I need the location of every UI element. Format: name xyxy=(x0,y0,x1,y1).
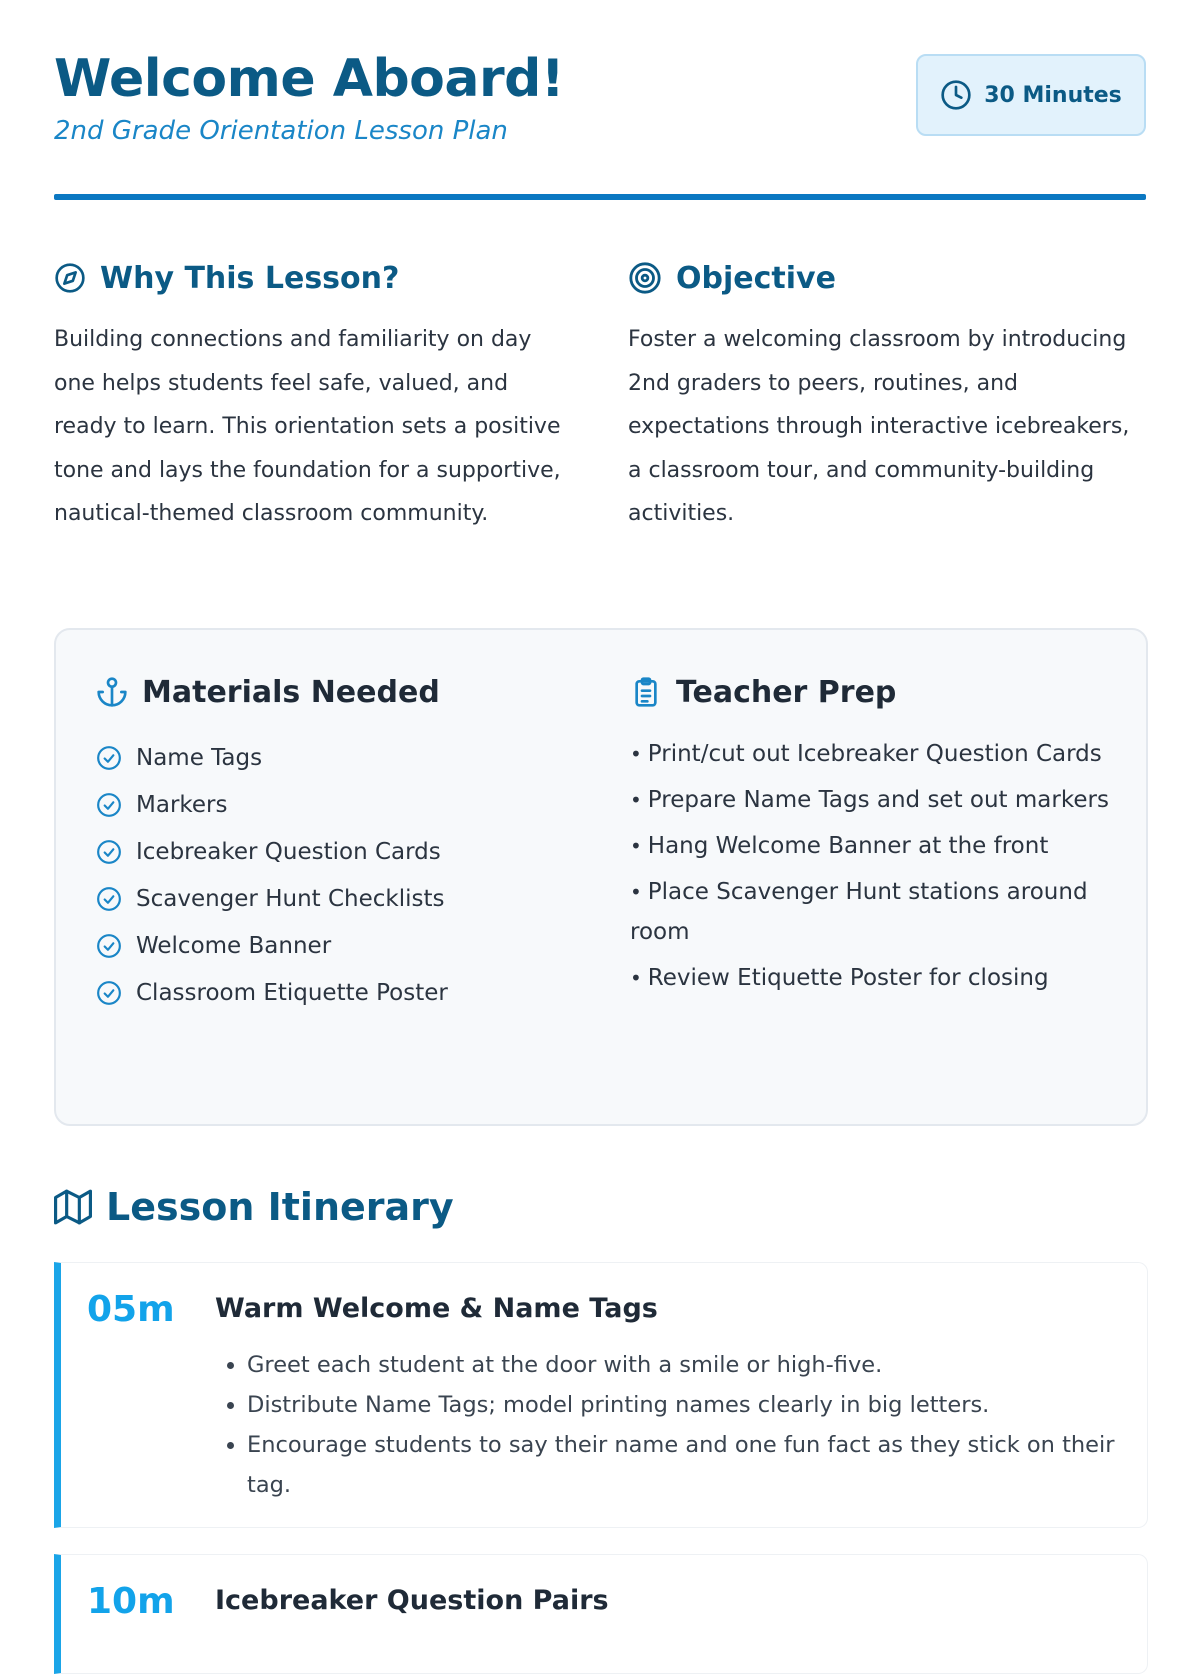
check-circle-icon xyxy=(96,980,122,1006)
materials-list xyxy=(96,734,586,1016)
itinerary-heading xyxy=(54,1184,454,1230)
step-title: Warm Welcome & Name Tags xyxy=(215,1293,658,1324)
list-item: Icebreaker Question Cards xyxy=(96,828,586,875)
map-icon xyxy=(54,1188,92,1226)
list-item: Markers xyxy=(96,781,586,828)
list-item: Scavenger Hunt Checklists xyxy=(96,875,586,922)
list-item: • Greet each student at the door with a smile or high-five. xyxy=(247,1345,1127,1385)
itinerary-step xyxy=(54,1262,1148,1528)
check-circle-icon xyxy=(96,933,122,959)
list-item: • Print/cut out Icebreaker Question Cards xyxy=(630,741,1102,767)
itinerary-step xyxy=(54,1554,1148,1674)
duration-label: 30 Minutes xyxy=(984,82,1122,108)
list-item: Name Tags xyxy=(96,734,586,781)
materials-prep-panel xyxy=(54,628,1148,1126)
step-time: 05m xyxy=(87,1289,175,1330)
list-item: • Prepare Name Tags and set out markers xyxy=(630,787,1109,813)
prep-heading xyxy=(630,672,1120,712)
prep-heading-text: Teacher Prep xyxy=(676,674,897,710)
objective-section xyxy=(628,258,1148,536)
list-item: • Hang Welcome Banner at the front xyxy=(630,833,1049,859)
step-title: Icebreaker Question Pairs xyxy=(215,1585,609,1616)
header xyxy=(54,50,1146,200)
objective-text: Foster a welcoming classroom by introducing 2nd graders to peers, routines, and expectations through interactive icebreakers, a classroom tour, and community-building activities. xyxy=(628,327,1130,526)
why-text: Building connections and familiarity on day one helps students feel safe, valued, and ready to learn. This orientation sets a positive tone and lays the foundation for a supportive, nautical-themed classroom community. xyxy=(54,327,561,526)
list-item: • Distribute Name Tags; model printing names clearly in big letters. xyxy=(247,1385,1127,1425)
check-circle-icon xyxy=(96,792,122,818)
list-item: Welcome Banner xyxy=(96,922,586,969)
prep-section xyxy=(630,672,1120,1004)
check-circle-icon xyxy=(96,886,122,912)
objective-heading xyxy=(628,258,1148,298)
itinerary-heading-text: Lesson Itinerary xyxy=(106,1185,454,1229)
duration-badge xyxy=(916,54,1146,136)
page-subtitle: 2nd Grade Orientation Lesson Plan xyxy=(54,115,508,146)
anchor-icon xyxy=(96,676,128,708)
check-circle-icon xyxy=(96,745,122,771)
why-heading-text: Why This Lesson? xyxy=(100,260,400,296)
materials-heading xyxy=(96,672,586,712)
materials-heading-text: Materials Needed xyxy=(142,674,440,710)
header-divider xyxy=(54,194,1146,200)
materials-section xyxy=(96,672,586,1016)
page-title: Welcome Aboard! xyxy=(54,49,565,109)
list-item: • Encourage students to say their name and one fun fact as they stick on their tag. xyxy=(247,1425,1127,1505)
clipboard-icon xyxy=(630,676,662,708)
list-item: • Place Scavenger Hunt stations around room xyxy=(630,879,1088,945)
list-item: Classroom Etiquette Poster xyxy=(96,969,586,1016)
objective-heading-text: Objective xyxy=(676,260,836,296)
target-icon xyxy=(628,261,662,295)
step-bullets xyxy=(247,1345,1127,1505)
clock-icon xyxy=(940,79,972,111)
why-section xyxy=(54,258,574,536)
prep-list xyxy=(630,734,1120,998)
step-time: 10m xyxy=(87,1581,175,1622)
why-heading xyxy=(54,258,574,298)
compass-icon xyxy=(54,262,86,294)
check-circle-icon xyxy=(96,839,122,865)
list-item: • Review Etiquette Poster for closing xyxy=(630,965,1049,991)
